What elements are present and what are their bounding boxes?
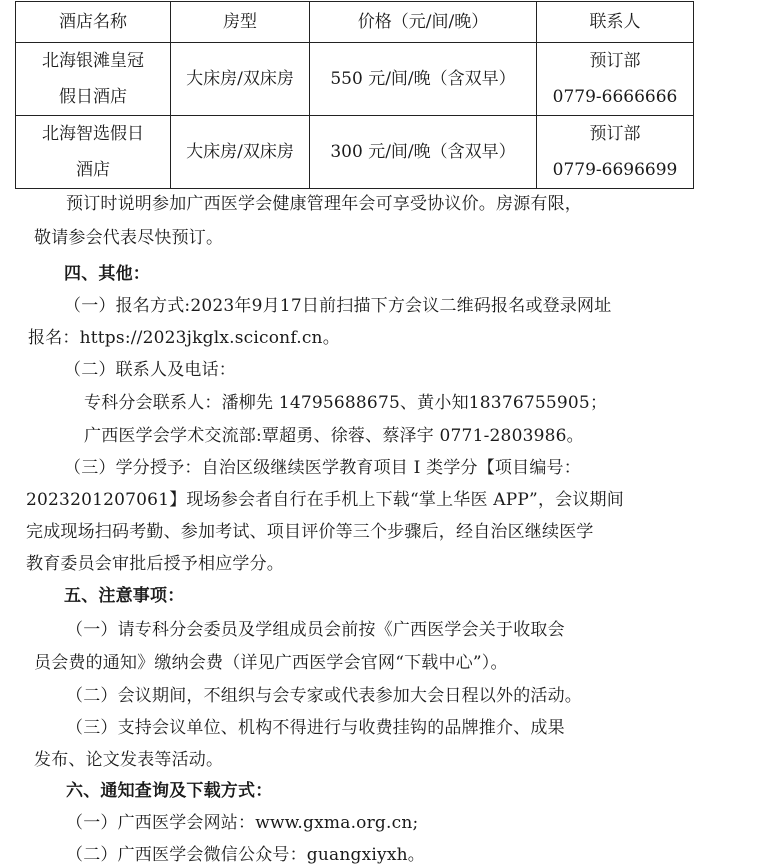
hotel-name-line: 北海智选假日 [42, 124, 144, 144]
contact-dept: 预订部 [589, 51, 641, 71]
hotel-name-line: 北海银滩皇冠 [42, 51, 144, 71]
column-header: 房型 [171, 2, 310, 43]
contact-cell [537, 43, 694, 116]
price-cell: 550 元/间/晚（含双早） [310, 43, 537, 116]
room-type-cell: 大床房/双床房 [171, 116, 310, 189]
paragraph-line: （三）学分授予：自治区级继续医学教育项目 I 类学分【项目编号： [64, 458, 581, 478]
contact-phone: 0779-6666666 [552, 87, 678, 107]
paragraph-line: （二）会议期间，不组织与会专家或代表参加大会日程以外的活动。 [66, 686, 582, 706]
table-row [16, 43, 694, 116]
wechat-line: （二）广西医学会微信公众号：guangxiyxh。 [66, 845, 425, 865]
contact-dept: 预订部 [589, 124, 641, 144]
paragraph-line: 广西医学会学术交流部:覃超勇、徐蓉、蔡泽宇 0771-2803986。 [84, 426, 584, 446]
paragraph-line: 专科分会联系人：潘柳先 14795688675、黄小知18376755905； [84, 393, 608, 413]
section-heading: 四、其他： [64, 264, 150, 284]
hotel-name-cell [16, 43, 171, 116]
booking-note-line: 敬请参会代表尽快预订。 [34, 228, 224, 248]
room-type-cell: 大床房/双床房 [171, 43, 310, 116]
price-cell: 300 元/间/晚（含双早） [310, 116, 537, 189]
column-header: 联系人 [537, 2, 694, 43]
paragraph-line: 报名：https://2023jkglx.sciconf.cn。 [28, 328, 340, 348]
table-header-row [16, 2, 694, 43]
section-heading: 六、通知查询及下载方式： [66, 781, 273, 801]
paragraph-line: （二）联系人及电话： [64, 360, 236, 380]
column-header: 酒店名称 [16, 2, 171, 43]
booking-note-line: 预订时说明参加广西医学会健康管理年会可享受协议价。房源有限， [66, 194, 582, 214]
paragraph-line: （一）请专科分会委员及学组成员会前按《广西医学会关于收取会 [66, 620, 565, 640]
paragraph-line: 完成现场扫码考勤、参加考试、项目评价等三个步骤后，经自治区继续医学 [26, 522, 594, 542]
contact-cell [537, 116, 694, 189]
hotel-name-line: 假日酒店 [59, 87, 127, 107]
paragraph-line: 教育委员会审批后授予相应学分。 [26, 554, 284, 574]
paragraph-line: （一）报名方式:2023年9月17日前扫描下方会议二维码报名或登录网址 [64, 296, 612, 316]
hotel-table [15, 1, 694, 189]
table-row [16, 116, 694, 189]
column-header: 价格（元/间/晚） [310, 2, 537, 43]
website-line: （一）广西医学会网站：www.gxma.org.cn; [66, 813, 419, 833]
contact-phone: 0779-6696699 [552, 160, 678, 180]
paragraph-line: 2023201207061】现场参会者自行在手机上下载“掌上华医 APP”，会议期间 [26, 490, 624, 510]
paragraph-line: 员会费的通知》缴纳会费（详见广西医学会官网“下载中心”）。 [34, 653, 508, 673]
hotel-name-cell [16, 116, 171, 189]
paragraph-line: （三）支持会议单位、机构不得进行与收费挂钩的品牌推介、成果 [66, 718, 565, 738]
section-heading: 五、注意事项： [64, 586, 185, 606]
paragraph-line: 发布、论文发表等活动。 [34, 750, 224, 770]
hotel-name-line: 酒店 [76, 160, 110, 180]
